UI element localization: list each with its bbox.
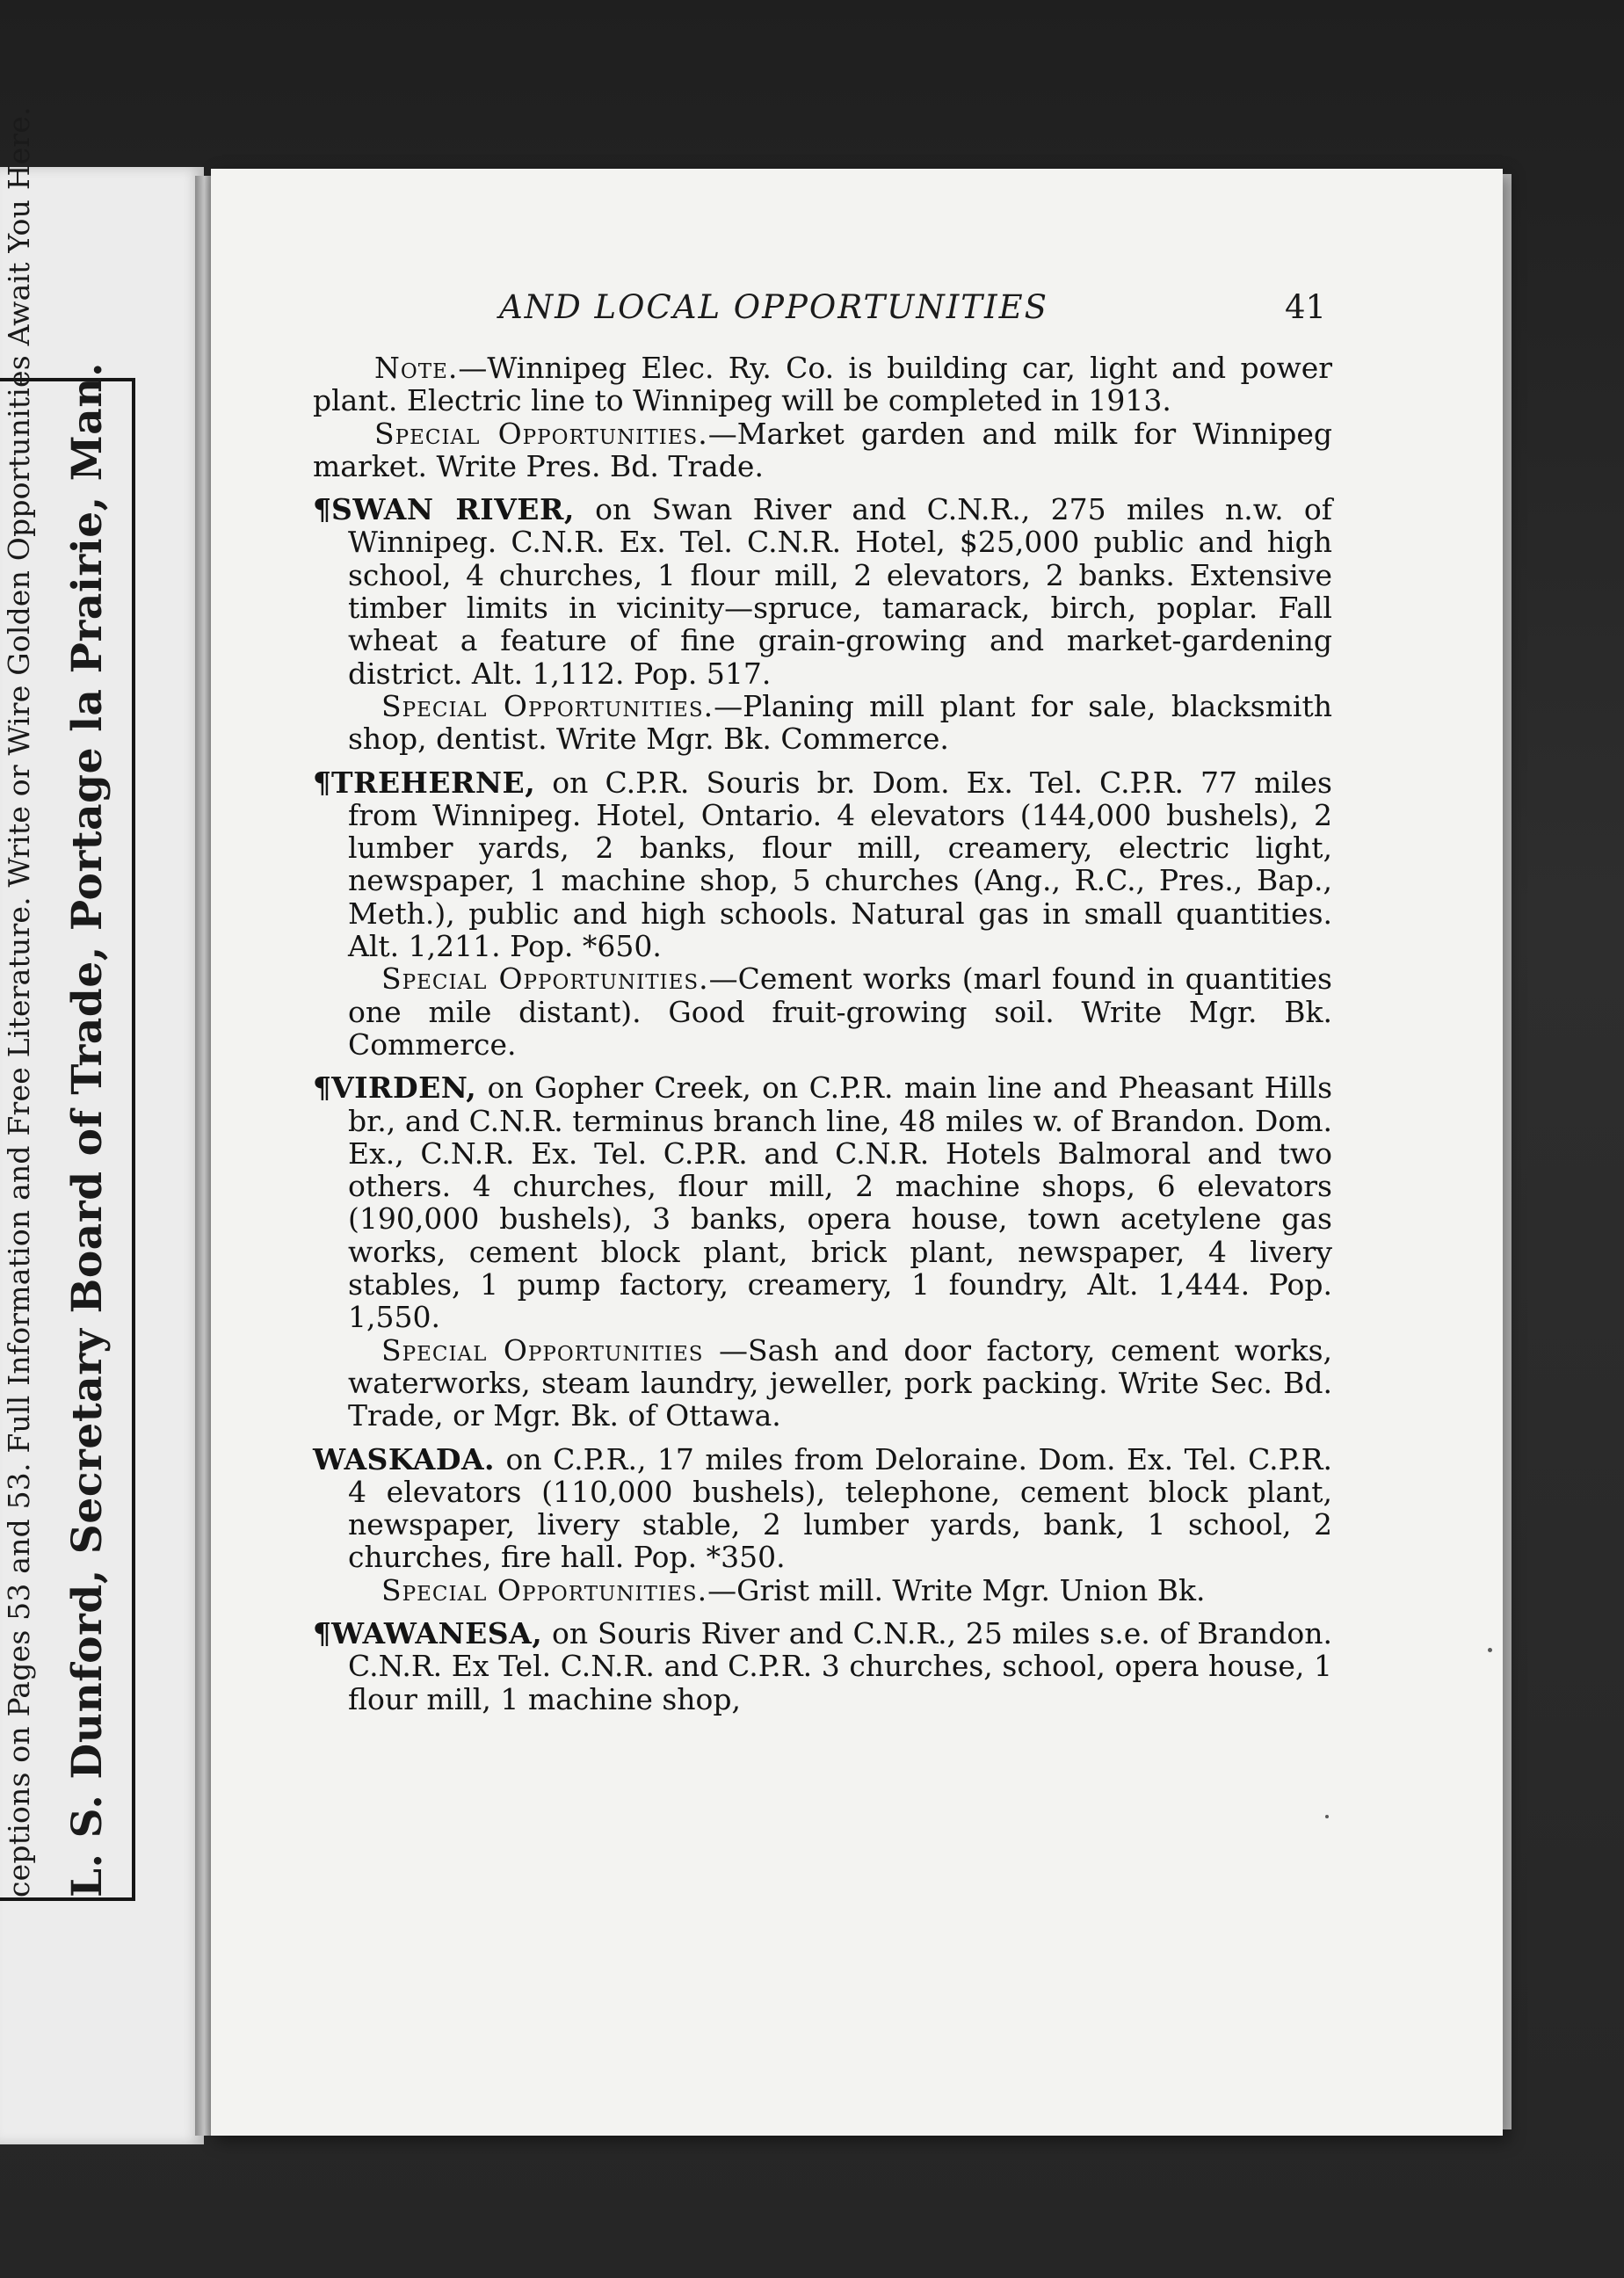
note-text: —Winnipeg Elec. Ry. Co. is building car, light and power plant. Electric line to Winnipeg will be completed in 1913. bbox=[313, 351, 1332, 418]
opportunities-label: Special Opportunities bbox=[381, 1332, 704, 1368]
entry-text: on C.P.R., 17 miles from Deloraine. Dom. Ex. Tel. C.P.R. 4 elevators (110,000 bushels), telephone, cement block plant, newspaper, livery stable, 2 lumber yards, bank, 1 school, 2 churches, fire hall. Pop. *350. bbox=[348, 1441, 1332, 1575]
entry-text: on Gopher Creek, on C.P.R. main line and Pheasant Hills br., and C.N.R. terminus branch line, 48 miles w. of Brandon. Dom. Ex., C.N.R. Ex. Tel. C.P.R. and C.N.R. Hotels Balmoral and two others. 4 churches, flour mill, 2 machine shops, 6 elevators (190,000 bushels), 3 banks, opera house, town acetylene gas works, cement block plant, brick plant, newspaper, 4 livery stables, 1 pump factory, creamery, 1 foundry, Alt. 1,444. Pop. 1,550. bbox=[348, 1070, 1332, 1335]
opportunities-label: Special Opportunities. bbox=[381, 1572, 708, 1607]
entry-name: WAWANESA, bbox=[331, 1615, 543, 1650]
opportunities-text: —Planing mill plant for sale, blacksmith shop, dentist. Write Mgr. Bk. Commerce. bbox=[348, 688, 1332, 757]
note-opportunities-paragraph bbox=[313, 417, 1332, 483]
left-page-advert-text bbox=[0, 106, 132, 1897]
entry-swan-river bbox=[313, 493, 1332, 690]
opportunities-label: Special Opportunities. bbox=[381, 688, 714, 723]
paper-speck bbox=[1488, 1648, 1492, 1652]
pilcrow-mark: ¶ bbox=[313, 1615, 331, 1650]
running-head: AND LOCAL OPPORTUNITIES bbox=[499, 288, 1048, 326]
opportunities-text: —Sash and door factory, cement works, waterworks, steam laundry, jeweller, pork packing. Write Sec. Bd. Trade, or Mgr. Bk. of Ottawa. bbox=[348, 1332, 1332, 1433]
entry-name: SWAN RIVER, bbox=[331, 492, 575, 527]
note-opportunities-label: Special Opportunities. bbox=[374, 416, 708, 451]
entry-opportunities bbox=[313, 1574, 1332, 1607]
entry-treherne bbox=[313, 766, 1332, 963]
entry-virden bbox=[313, 1071, 1332, 1333]
opportunities-text: —Cement works (marl found in quantities one mile distant). Good fruit-growing soil. Write Mgr. Bk. Commerce. bbox=[348, 961, 1332, 1062]
opportunities-text: —Grist mill. Write Mgr. Union Bk. bbox=[707, 1572, 1206, 1607]
entry-opportunities bbox=[313, 962, 1332, 1061]
advert-line-2: L. S. Dunford, Secretary Board of Trade, Portage la Prairie, Man. bbox=[63, 361, 112, 1897]
page-number: 41 bbox=[1285, 288, 1327, 326]
note-label: Note. bbox=[374, 351, 459, 385]
pilcrow-mark: ¶ bbox=[313, 1070, 331, 1106]
entry-opportunities bbox=[313, 1334, 1332, 1433]
entry-name: TREHERNE, bbox=[331, 765, 536, 800]
pilcrow-mark: ¶ bbox=[313, 765, 331, 800]
opportunities-label: Special Opportunities. bbox=[381, 961, 709, 997]
entry-text: on Souris River and C.N.R., 25 miles s.e. of Brandon. C.N.R. Ex Tel. C.N.R. and C.P.R. 3 churches, school, opera house, 1 flour mill, 1 machine shop, bbox=[348, 1615, 1332, 1716]
pilcrow-mark: ¶ bbox=[313, 492, 331, 527]
entry-text: on C.P.R. Souris br. Dom. Ex. Tel. C.P.R. 77 miles from Winnipeg. Hotel, Ontario. 4 elevators (144,000 bushels), 2 lumber yards, 2 banks, flour mill, creamery, electric light, newspaper, 1 machine shop, 5 churches (Ang., R.C., Pres., Bap., Meth.), public and high schools. Natural gas in small quantities. Alt. 1,211. Pop. *650. bbox=[348, 765, 1332, 964]
advert-line-1: ceptions on Pages 53 and 53. Full Information and Free Literature. Write or Wire Golden Opportunities Await You Here. bbox=[2, 106, 36, 1897]
entry-name: VIRDEN, bbox=[331, 1070, 477, 1106]
entry-name: WASKADA. bbox=[313, 1441, 496, 1476]
paper-speck bbox=[1325, 1815, 1329, 1818]
entry-opportunities bbox=[313, 690, 1332, 756]
note-opportunities-text: —Market garden and milk for Winnipeg market. Write Pres. Bd. Trade. bbox=[313, 416, 1332, 483]
page-body bbox=[313, 352, 1332, 1716]
entry-waskada bbox=[313, 1443, 1332, 1574]
entry-wawanesa bbox=[313, 1617, 1332, 1716]
entry-text: on Swan River and C.N.R., 275 miles n.w. of Winnipeg. C.N.R. Ex. Tel. C.N.R. Hotel, $25,000 public and high school, 4 churches, 1 flour mill, 2 elevators, 2 banks. Extensive timber limits in vicinity—spruce, tamarack, birch, poplar. Fall wheat a feature of fine grain-growing and market-gardening district. Alt. 1,112. Pop. 517. bbox=[348, 492, 1332, 691]
left-page-advert-box bbox=[0, 106, 135, 1901]
note-paragraph bbox=[313, 352, 1332, 417]
